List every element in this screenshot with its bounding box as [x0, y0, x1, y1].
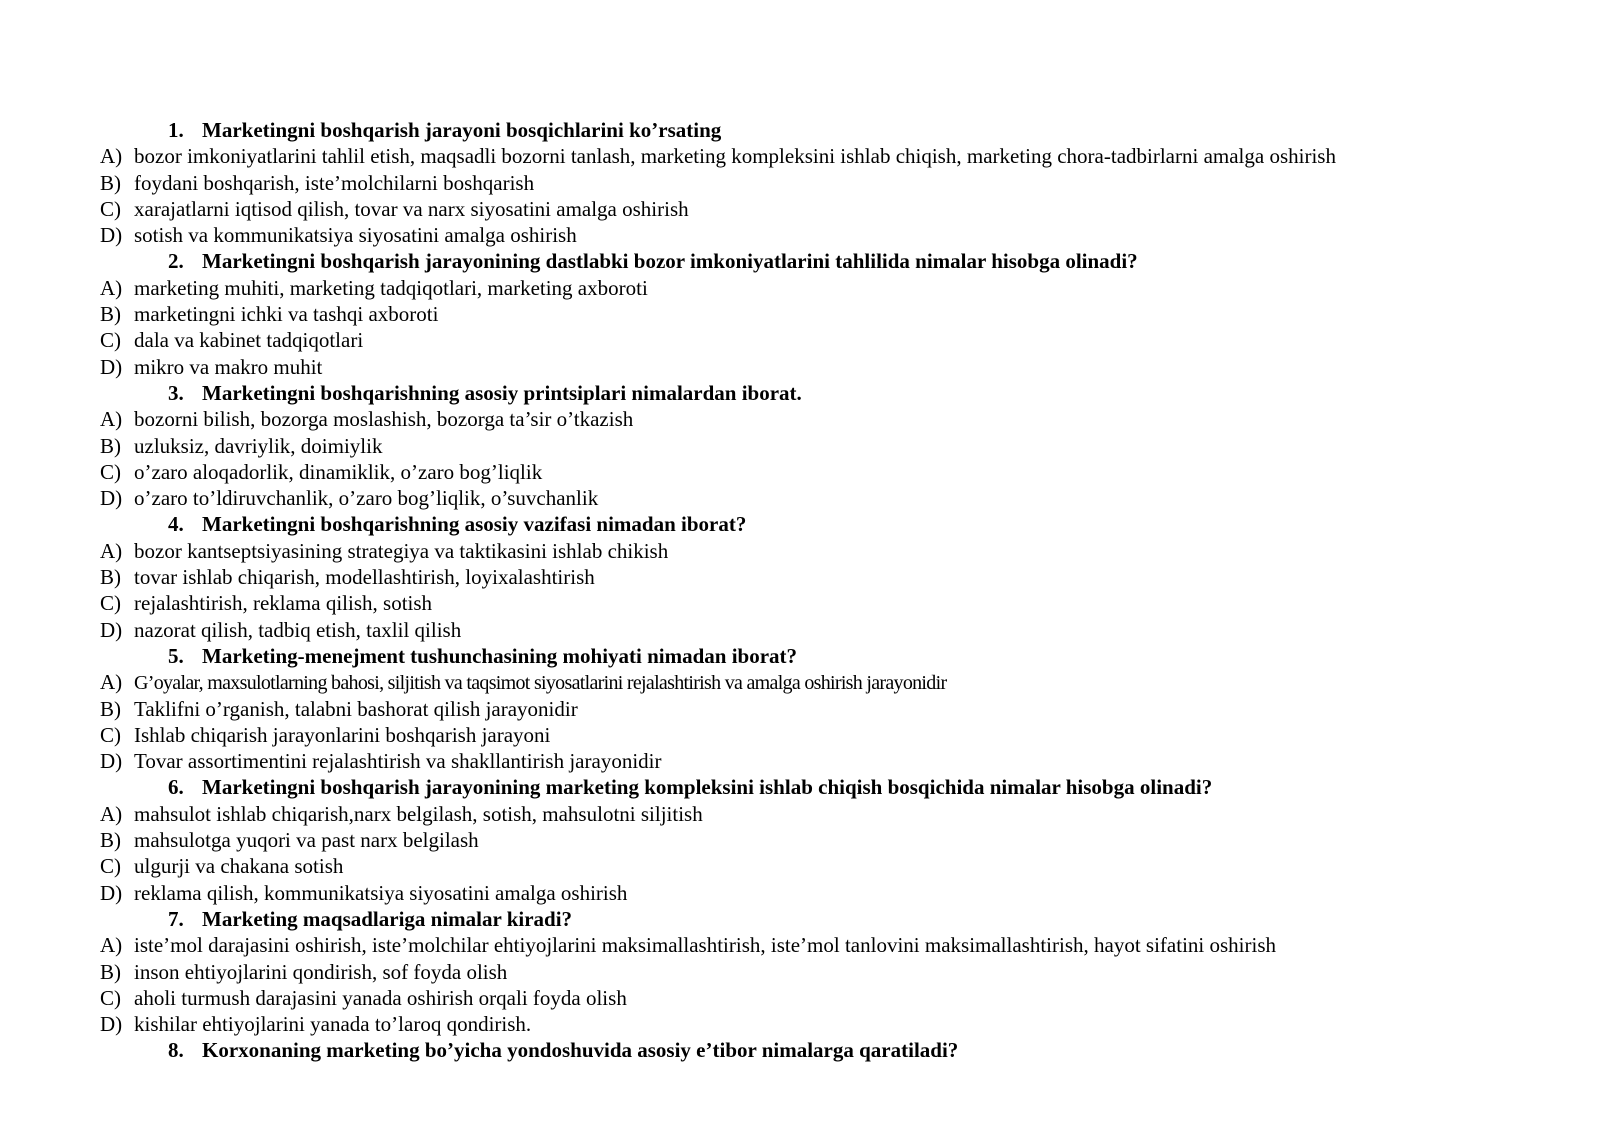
answer-option [0, 459, 1600, 485]
option-text: nazorat qilish, tadbiq etish, taxlil qilish [134, 617, 462, 642]
option-text: rejalashtirish, reklama qilish, sotish [134, 591, 433, 616]
question-number: 7. [168, 906, 184, 931]
option-letter: C) [100, 459, 121, 484]
option-text: foydani boshqarish, iste’molchilarni boshqarish [134, 170, 535, 195]
question-number: 1. [168, 118, 184, 142]
option-letter: A) [100, 407, 123, 432]
option-text: reklama qilish, kommunikatsiya siyosatini amalga oshirish [134, 880, 628, 905]
option-text: inson ehtiyojlarini qondirish, sof foyda olish [134, 959, 508, 984]
answer-option [0, 485, 1600, 511]
option-letter: D) [100, 880, 123, 905]
question-heading [0, 117, 1600, 143]
question-heading [0, 248, 1600, 274]
answer-option [0, 196, 1600, 222]
option-text: kishilar ehtiyojlarini yanada to’laroq qondirish. [134, 1012, 532, 1037]
answer-option [0, 275, 1600, 301]
option-text: bozor kantseptsiyasining strategiya va taktikasini ishlab chikish [134, 538, 669, 563]
option-letter: D) [100, 1012, 123, 1037]
option-letter: B) [100, 302, 121, 327]
option-letter: C) [100, 328, 121, 353]
option-text: Taklifni o’rganish, talabni bashorat qilish jarayonidir [134, 696, 578, 721]
answer-option [0, 959, 1600, 985]
question-number: 2. [168, 249, 184, 274]
option-letter: B) [100, 433, 121, 458]
question-text: Marketingni boshqarish jarayonining marketing kompleksini ishlab chiqish bosqichida nimalar hisobga olinadi? [202, 775, 1213, 800]
question-number: 4. [168, 512, 184, 537]
option-text: dala va kabinet tadqiqotlari [134, 328, 364, 353]
option-text: mikro va makro muhit [134, 354, 323, 379]
answer-option [0, 143, 1600, 169]
question-text: Marketingni boshqarish jarayonining dastlabki bozor imkoniyatlarini tahlilida nimalar hisobga olinadi? [202, 249, 1138, 274]
option-letter: A) [100, 144, 123, 169]
question-text: Marketingni boshqarish jarayoni bosqichlarini ko’rsating [202, 118, 722, 142]
answer-option [0, 1011, 1600, 1037]
option-text: sotish va kommunikatsiya siyosatini amalga oshirish [134, 223, 577, 248]
option-text: mahsulot ishlab chiqarish,narx belgilash, sotish, mahsulotni siljitish [134, 801, 703, 826]
option-text: mahsulotga yuqori va past narx belgilash [134, 828, 479, 853]
option-text: iste’mol darajasini oshirish, iste’molchilar ehtiyojlarini maksimallashtirish, iste’mol tanlovini maksimallashtirish, hayot sifatini oshirish [134, 933, 1276, 958]
option-text: tovar ishlab chiqarish, modellashtirish, loyixalashtirish [134, 565, 595, 590]
option-letter: A) [100, 933, 123, 958]
question-text: Marketing-menejment tushunchasining mohiyati nimadan iborat? [202, 643, 798, 668]
option-letter: D) [100, 617, 123, 642]
option-text: Ishlab chiqarish jarayonlarini boshqarish jarayoni [134, 722, 551, 747]
answer-option [0, 222, 1600, 248]
answer-option [0, 932, 1600, 958]
answer-option [0, 538, 1600, 564]
option-letter: A) [100, 275, 123, 300]
option-letter: D) [100, 749, 123, 774]
answer-option [0, 748, 1600, 774]
answer-option [0, 433, 1600, 459]
question-text: Korxonaning marketing bo’yicha yondoshuvida asosiy e’tibor nimalarga qaratiladi? [202, 1038, 959, 1063]
option-text: Tovar assortimentini rejalashtirish va shakllantirish jarayonidir [134, 749, 662, 774]
option-letter: A) [100, 538, 123, 563]
answer-option [0, 301, 1600, 327]
option-letter: B) [100, 565, 121, 590]
option-letter: A) [100, 801, 123, 826]
answer-option [0, 327, 1600, 353]
option-letter: C) [100, 722, 121, 747]
option-text: bozor imkoniyatlarini tahlil etish, maqsadli bozorni tanlash, marketing kompleksini ishlab chiqish, marketing chora-tadbirlarni amalga oshirish [134, 144, 1336, 169]
option-text: uzluksiz, davriylik, doimiylik [134, 433, 383, 458]
option-letter: C) [100, 854, 121, 879]
option-text: o’zaro to’ldiruvchanlik, o’zaro bog’liqlik, o’suvchanlik [134, 486, 599, 511]
option-text: marketingni ichki va tashqi axboroti [134, 302, 439, 327]
option-text: bozorni bilish, bozorga moslashish, bozorga ta’sir o’tkazish [134, 407, 634, 432]
answer-option [0, 354, 1600, 380]
answer-option [0, 985, 1600, 1011]
option-letter: C) [100, 985, 121, 1010]
option-text: aholi turmush darajasini yanada oshirish orqali foyda olish [134, 985, 627, 1010]
question-heading [0, 380, 1600, 406]
question-text: Marketingni boshqarishning asosiy printsiplari nimalardan iborat. [202, 380, 802, 405]
answer-option [0, 722, 1600, 748]
answer-option [0, 827, 1600, 853]
answer-option [0, 590, 1600, 616]
option-letter: C) [100, 591, 121, 616]
question-heading [0, 511, 1600, 537]
question-number: 5. [168, 643, 184, 668]
answer-option [0, 853, 1600, 879]
option-text: ulgurji va chakana sotish [134, 854, 344, 879]
question-text: Marketingni boshqarishning asosiy vazifasi nimadan iborat? [202, 512, 747, 537]
option-letter: B) [100, 959, 121, 984]
answer-option [0, 564, 1600, 590]
option-text: o’zaro aloqadorlik, dinamiklik, o’zaro bog’liqlik [134, 459, 543, 484]
question-number: 6. [168, 775, 184, 800]
option-text: marketing muhiti, marketing tadqiqotlari, marketing axboroti [134, 275, 648, 300]
question-heading [0, 1037, 1600, 1063]
question-number: 3. [168, 380, 184, 405]
answer-option [0, 617, 1600, 643]
answer-option [0, 170, 1600, 196]
option-letter: A) [100, 670, 123, 695]
answer-option [0, 406, 1600, 432]
question-heading [0, 906, 1600, 932]
question-text: Marketing maqsadlariga nimalar kiradi? [202, 906, 573, 931]
option-letter: B) [100, 696, 121, 721]
answer-option [0, 669, 1600, 695]
option-letter: D) [100, 486, 123, 511]
question-heading [0, 774, 1600, 800]
question-heading [0, 643, 1600, 669]
option-letter: B) [100, 828, 121, 853]
answer-option [0, 880, 1600, 906]
option-letter: C) [100, 196, 121, 221]
option-letter: D) [100, 223, 123, 248]
answer-option [0, 696, 1600, 722]
answer-option [0, 801, 1600, 827]
option-letter: B) [100, 170, 121, 195]
option-letter: D) [100, 354, 123, 379]
option-text: xarajatlarni iqtisod qilish, tovar va narx siyosatini amalga oshirish [134, 196, 689, 221]
option-text: G’oyalar, maxsulotlarning bahosi, siljitish va taqsimot siyosatlarini rejalashtirish va amalga oshirish jarayonidir [134, 672, 947, 695]
question-number: 8. [168, 1038, 184, 1063]
question-list [0, 117, 1600, 1064]
